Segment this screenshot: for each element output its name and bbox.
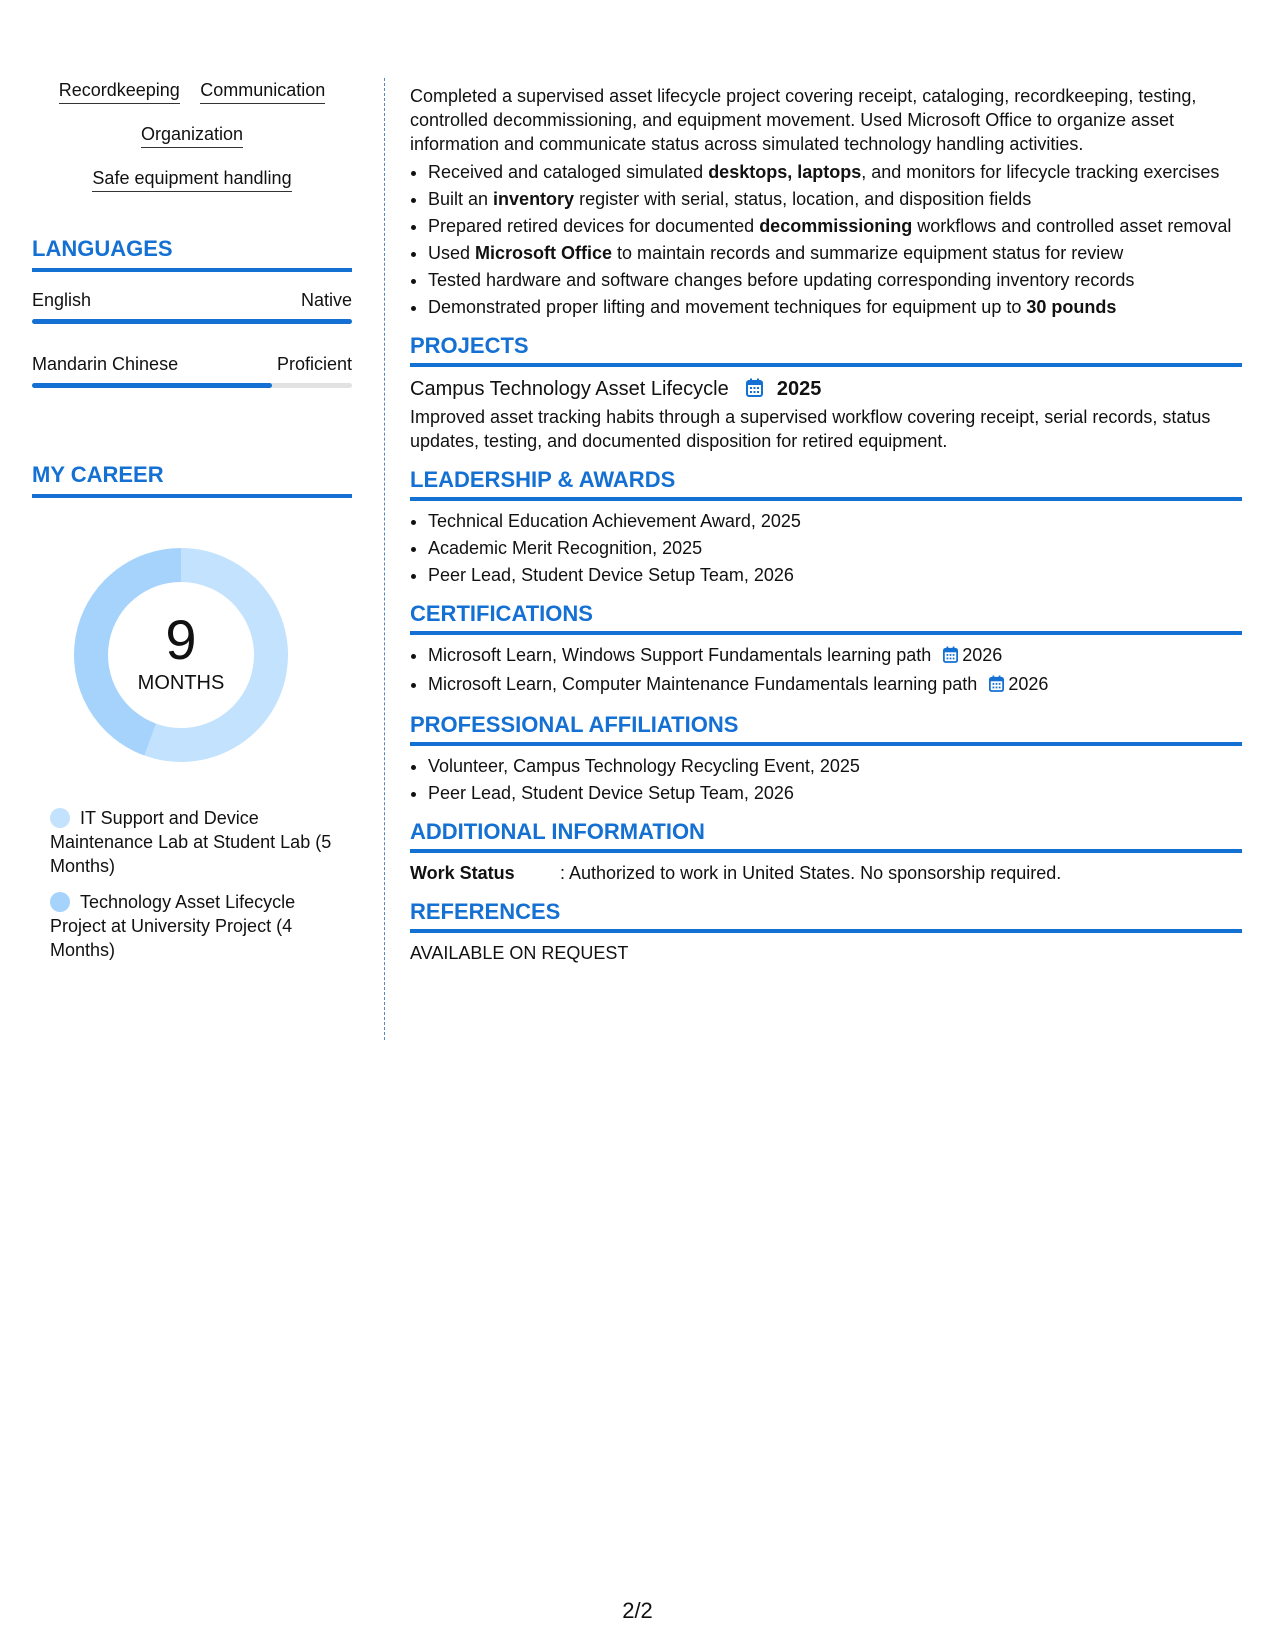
affiliation-item: • Peer Lead, Student Device Setup Team, 2026 [428,781,1242,805]
calendar-icon [989,674,1004,698]
affiliations-heading: PROFESSIONAL AFFILIATIONS [410,712,1242,746]
project-name: Campus Technology Asset Lifecycle [410,378,729,400]
project-year: 2025 [776,378,822,400]
career-legend-item [50,806,335,878]
career-donut-chart [66,540,296,770]
experience-summary: Completed a supervised asset lifecycle project covering receipt, cataloging, recordkeeping, testing, controlled decommissioning, and equipment movement. Used Microsoft Office to organize asset information and communicate status across simulated technology handling activities. [410,86,1197,154]
certification-item: • Microsoft Learn, Windows Support Fundamentals learning path 2026 [428,643,1242,669]
language-name: English [32,290,92,310]
experience-bullets [410,160,1242,319]
calendar-icon [746,377,763,405]
career-total-unit: MONTHS [137,672,225,694]
awards-list [410,509,1242,587]
career-heading: MY CAREER [32,462,352,498]
certifications-heading: CERTIFICATIONS [410,601,1242,635]
career-entry-label: Technology Asset Lifecycle Project at University Project (4 Months) [50,892,296,960]
award-item: • Peer Lead, Student Device Setup Team, 2026 [428,563,1242,587]
language-item [32,354,352,388]
certification-year: 2026 [962,645,1003,665]
affiliation-item: • Volunteer, Campus Technology Recycling Event, 2025 [428,754,1242,778]
references-heading: REFERENCES [410,899,1242,933]
experience-bullet: • Used Microsoft Office to maintain records and summarize equipment status for review [428,241,1242,265]
experience-bullet: • Prepared retired devices for documented decommissioning workflows and controlled asset removal [428,214,1242,238]
skill-tag: Organization [141,124,243,148]
page-number: 2/2 [622,1598,653,1623]
projects-heading: PROJECTS [410,333,1242,367]
left-column [32,80,352,974]
legend-dot [50,892,70,912]
career-entry-label: IT Support and Device Maintenance Lab at Student Lab (5 Months) [50,808,332,876]
language-level-fill [32,319,352,324]
skill-tag: Safe equipment handling [92,168,291,192]
right-column [410,84,1242,965]
experience-bullet: • Received and cataloged simulated desktops, laptops, and monitors for lifecycle tracking exercises [428,160,1242,184]
skills-list [32,80,352,192]
additional-info-heading: ADDITIONAL INFORMATION [410,819,1242,853]
language-item [32,290,352,324]
experience-bullet: • Built an inventory register with serial, status, location, and disposition fields [428,187,1242,211]
language-level-bar [32,319,352,324]
certifications-list [410,643,1242,698]
column-divider [384,78,385,1040]
career-legend-item [50,890,335,962]
awards-heading: LEADERSHIP & AWARDS [410,467,1242,501]
award-item: • Academic Merit Recognition, 2025 [428,536,1242,560]
work-status-label: Work Status [410,863,515,883]
skill-tag: Recordkeeping [59,80,180,104]
language-level: Native [300,290,352,310]
experience-bullet: • Tested hardware and software changes before updating corresponding inventory records [428,268,1242,292]
award-item: • Technical Education Achievement Award, 2025 [428,509,1242,533]
language-level-fill [32,383,272,388]
legend-dot [50,808,70,828]
experience-bullet: • Demonstrated proper lifting and movement techniques for equipment up to 30 pounds [428,295,1242,319]
language-level: Proficient [276,354,352,374]
work-status-value: : Authorized to work in United States. No sponsorship required. [560,863,1062,883]
skill-tag: Communication [200,80,325,104]
certification-item: • Microsoft Learn, Computer Maintenance Fundamentals learning path 2026 [428,672,1242,698]
certification-year: 2026 [1008,674,1049,694]
references-text: AVAILABLE ON REQUEST [410,943,629,963]
donut-center [66,540,296,770]
affiliations-list [410,754,1242,805]
work-status-row [410,861,1242,885]
language-level-bar [32,383,352,388]
calendar-icon [943,645,958,669]
language-name: Mandarin Chinese [32,354,179,374]
project-description: Improved asset tracking habits through a supervised workflow covering receipt, serial records, status updates, testing, and documented disposition for retired equipment. [410,407,1211,451]
languages-heading: LANGUAGES [32,236,352,272]
career-total-months: 9 [165,608,197,671]
career-legend [50,806,335,962]
project-title-row [410,375,1242,405]
